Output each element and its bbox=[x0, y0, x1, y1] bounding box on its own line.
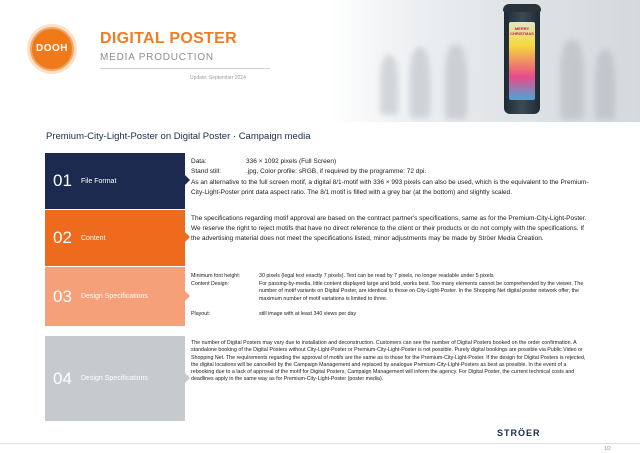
row-content-content bbox=[191, 214, 591, 244]
row-text: As an alternative to the full screen motif, a digital 8/1-motif with 336 × 993 pixels can also be used, which is the equivalent to the Premium-City-Light-Poster print data aspect ratio. The 8/1 motif is filled with a grey bar (at the bottom) and slightly scaled. bbox=[191, 179, 589, 196]
row-number: 02 bbox=[53, 228, 72, 247]
row-number: 01 bbox=[53, 171, 72, 190]
row-content-design-specifications bbox=[191, 273, 591, 319]
section-title: Premium-City-Light-Poster on Digital Poster · Campaign media bbox=[46, 131, 311, 142]
crowd-silhouette bbox=[445, 45, 467, 119]
header-divider bbox=[100, 68, 270, 69]
row-label: Content bbox=[81, 234, 106, 242]
field-value: still image with at least 340 views per day bbox=[259, 311, 357, 317]
row-arrow bbox=[185, 373, 190, 383]
row-number: 04 bbox=[53, 368, 72, 388]
row-label: File Format bbox=[81, 177, 117, 185]
page-subtitle: MEDIA PRODUCTION bbox=[100, 52, 214, 63]
field-key: Minimum font height: bbox=[191, 273, 241, 279]
spacer bbox=[191, 303, 591, 311]
row-label: Design Specifications bbox=[81, 375, 148, 382]
row-arrow bbox=[185, 232, 190, 242]
row-content-booking bbox=[191, 340, 591, 384]
footer-divider bbox=[0, 443, 640, 444]
header bbox=[0, 0, 640, 122]
crowd-silhouette bbox=[410, 48, 430, 118]
header-photo bbox=[330, 0, 640, 122]
pillar-cap bbox=[503, 4, 541, 12]
stroer-logo: STRÖER bbox=[497, 428, 541, 438]
update-date: Update: September 2024 bbox=[190, 75, 246, 81]
row-arrow bbox=[185, 175, 190, 185]
field-content-design bbox=[191, 281, 591, 304]
field-key: Playout: bbox=[191, 311, 211, 317]
page-number: 1/2 bbox=[604, 446, 611, 452]
row-text: The number of Digital Posters may vary due to installation and deconstruction. Customers can see the number of Digital Posters booked on the order confirmation. A standalone booking of the Digital Posters without City-Light-Poster or Premium-City-Light-Poster is not possible. Purely digital bookings are possible via Public Video or Shopping Net. The requirements regarding the approval of motifs are the same as to those for the Premium-City-Light-Poster. If the design for Digital Posters is rejected, the digital locations will be cancelled by the Campaign Management and replaced by analogue Premium-City-Light-Posters as best as possible. In the event of a rebooking due to a lack of approval of the motif for Digital Posters, Campaign Management will inform the agency. For Digital Poster, the current technical costs and deadlines apply in the same way as for Premium-City-Light-Poster (poster media). bbox=[191, 340, 586, 383]
dooh-badge-label: DOOH bbox=[36, 43, 68, 54]
crowd-silhouette bbox=[595, 50, 615, 120]
crowd-silhouette bbox=[380, 55, 398, 115]
field-value: 30 pixels (legal text exactly 7 pixels). Text can be read by 7 pixels, no longer readable under 5 pixels bbox=[259, 273, 494, 279]
field-value: .jpg, Color profile: sRGB, if required by the programme: 72 dpi. bbox=[246, 167, 427, 175]
row-number: 03 bbox=[53, 286, 72, 306]
page-title: DIGITAL POSTER bbox=[100, 30, 237, 47]
field-stand-still bbox=[191, 167, 591, 177]
dooh-badge bbox=[30, 27, 74, 71]
pillar-screen-label: MERRY CHRISTMAS bbox=[510, 26, 534, 36]
row-label: Design Specifications bbox=[81, 293, 148, 300]
field-value: For passing-by-media, little content displayed large and bold, works best. Too many elements cannot be comprehended by the viewer. The number of motif variants on Digital Poster, are identical to those on City-Light-Poster. In the Shopping Net digital poster network offer, the maximum number of motif variations is limited to three. bbox=[259, 280, 584, 302]
row-text: The specifications regarding motif approval are based on the contract partner's specifications, same as for the Premium-City-Light-Poster. We reserve the right to reject motifs that have no direct reference to the client or their products or do not comply with the specifications. If the advertising material does not meet the specifications listed, minor adjustments may be made by Ströer Media Creation. bbox=[191, 215, 587, 242]
field-playout bbox=[191, 311, 591, 319]
row-label-design-specifications-2 bbox=[45, 336, 185, 421]
field-key: Content Design: bbox=[191, 280, 229, 287]
row-label-file-format bbox=[45, 153, 185, 209]
row-label-design-specifications bbox=[45, 267, 185, 326]
crowd-silhouette bbox=[560, 40, 584, 120]
field-value: 336 × 1092 pixels (Full Screen) bbox=[246, 158, 337, 165]
field-minimum-font-height bbox=[191, 273, 591, 281]
row-arrow bbox=[185, 291, 190, 301]
field-key: Data: bbox=[191, 158, 207, 165]
row-label-content bbox=[45, 210, 185, 266]
field-key: Stand still: bbox=[191, 167, 221, 175]
field-data bbox=[191, 157, 591, 167]
row-content-file-format bbox=[191, 157, 591, 197]
